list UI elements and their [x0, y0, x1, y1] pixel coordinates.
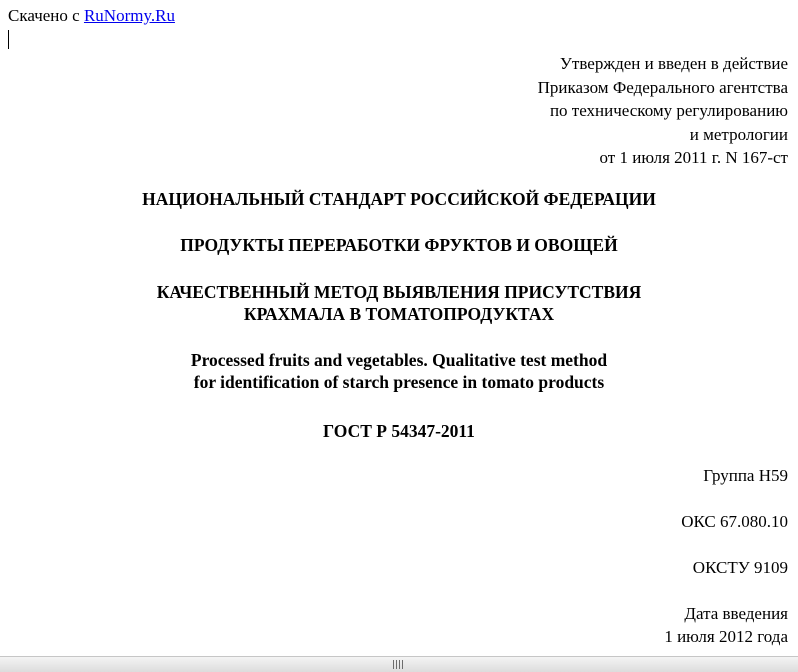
approval-block: [538, 52, 788, 170]
approval-line: от 1 июля 2011 г. N 167-ст: [599, 148, 788, 167]
oks-code: ОКС 67.080.10: [681, 512, 788, 531]
approval-line: и метрологии: [689, 124, 788, 144]
introduction-date: [664, 602, 788, 648]
source-prefix: Скачено с: [8, 6, 84, 25]
national-standard-title: НАЦИОНАЛЬНЫЙ СТАНДАРТ РОССИЙСКОЙ ФЕДЕРАЦИИ: [142, 189, 656, 209]
gost-number: ГОСТ Р 54347-2011: [323, 421, 475, 441]
horizontal-scrollbar[interactable]: [0, 656, 798, 672]
introduction-label: Дата введения: [684, 604, 788, 623]
method-title-line: КРАХМАЛА В ТОМАТОПРОДУКТАХ: [243, 304, 555, 324]
english-title-line: Processed fruits and vegetables. Qualitative test method: [190, 350, 608, 370]
approval-line: по техническому регулированию: [549, 101, 788, 120]
english-title: [0, 349, 798, 393]
runormy-link[interactable]: RuNormy.Ru: [83, 6, 175, 25]
products-title: ПРОДУКТЫ ПЕРЕРАБОТКИ ФРУКТОВ И ОВОЩЕЙ: [180, 235, 618, 255]
okstu-code: ОКСТУ 9109: [692, 558, 788, 577]
introduction-value: 1 июля 2012 года: [664, 627, 788, 646]
scrollbar-grip-icon[interactable]: [393, 660, 405, 669]
text-cursor: [8, 30, 9, 49]
method-title: [0, 281, 798, 325]
english-title-line: for identification of starch presence in tomato products: [193, 372, 605, 392]
approval-line: Утвержден и введен в действие: [559, 54, 788, 73]
source-line: [8, 6, 175, 26]
method-title-line: КАЧЕСТВЕННЫЙ МЕТОД ВЫЯВЛЕНИЯ ПРИСУТСТВИЯ: [156, 282, 642, 302]
approval-line: Приказом Федерального агентства: [537, 77, 788, 97]
group-code: Группа Н59: [703, 466, 788, 485]
